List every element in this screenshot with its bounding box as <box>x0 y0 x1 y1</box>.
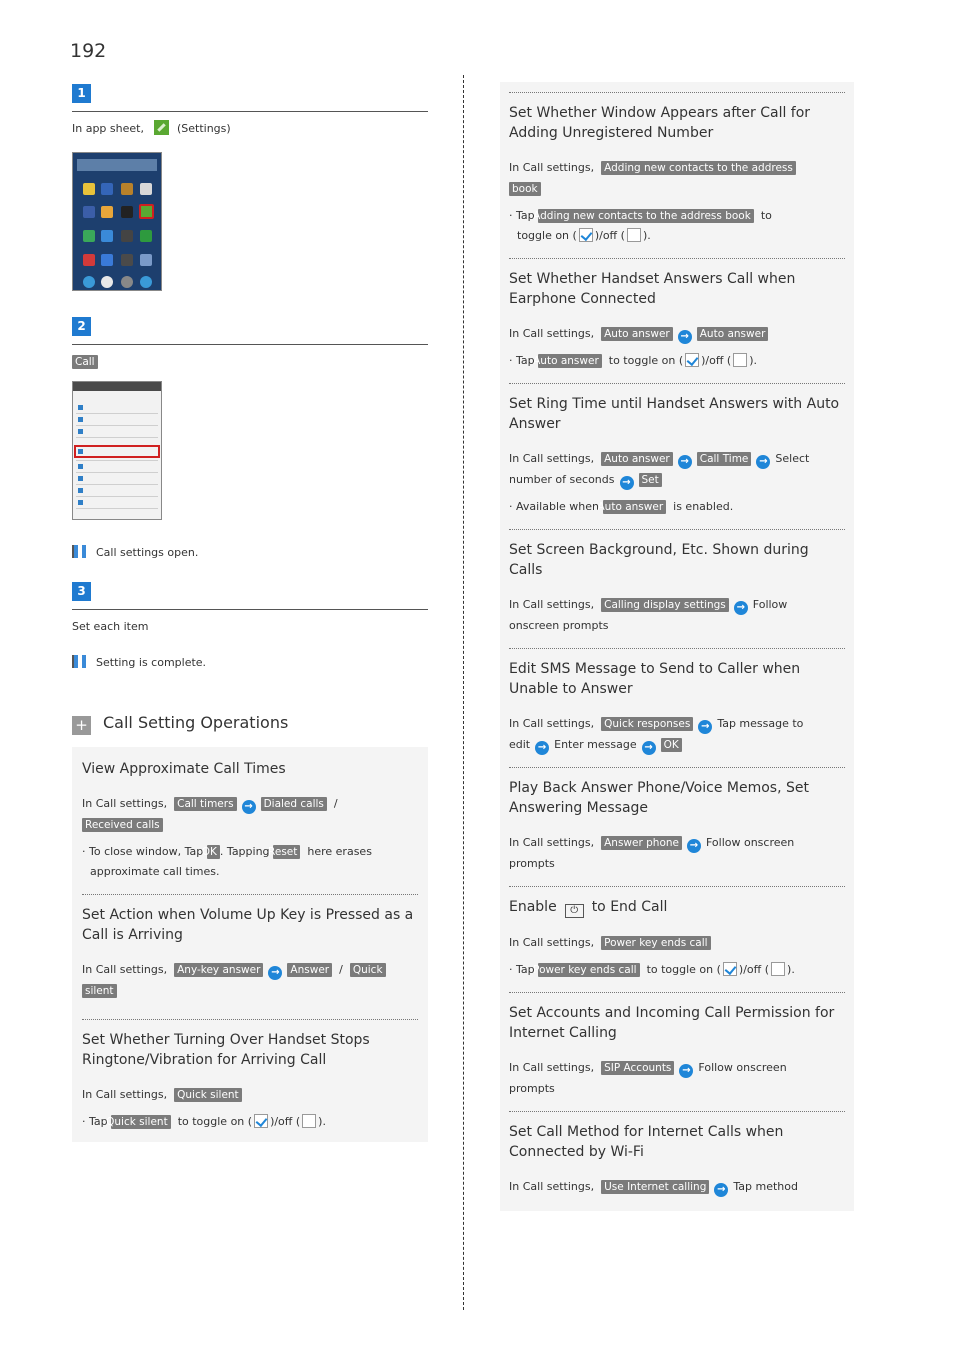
search-bar-shape <box>77 159 157 171</box>
checkbox-checked-icon <box>685 353 699 367</box>
reset-button[interactable]: Reset <box>273 845 300 859</box>
step-number-1: 1 <box>72 84 91 103</box>
power-key-ends-call-button[interactable]: Power key ends call <box>601 936 710 950</box>
item-bullet-unregistered: · Tap Adding new contacts to the address book to toggle on ( )/off ( ). <box>509 209 772 242</box>
arrow-icon: → <box>756 455 770 469</box>
step-1-text <box>72 120 428 138</box>
step-1-header <box>72 84 428 112</box>
item-desc-earphone: In Call settings, Auto answer → Auto answer <box>509 323 845 344</box>
item-title-background: Set Screen Background, Etc. Shown during Calls <box>509 542 809 578</box>
call-timers-button[interactable]: Call timers <box>174 797 236 811</box>
answer-button[interactable]: Answer <box>287 963 332 977</box>
settings-list-screenshot <box>72 381 162 520</box>
power-key-ends-call-button[interactable]: Power key ends call <box>538 963 639 977</box>
page-number: 192 <box>70 40 107 62</box>
checkbox-empty-icon <box>771 962 785 976</box>
use-internet-calling-button[interactable]: Use Internet calling <box>601 1180 709 1194</box>
column-divider <box>463 75 464 1310</box>
arrow-icon: → <box>620 476 634 490</box>
step-number-3: 3 <box>72 582 91 601</box>
step-3-header <box>72 582 428 610</box>
answer-phone-button[interactable]: Answer phone <box>601 836 682 850</box>
call-row-highlight <box>74 445 160 458</box>
item-title-endcall: Enable ⏻ to End Call <box>509 899 668 916</box>
adding-contacts-button-cont[interactable]: book <box>509 182 541 196</box>
item-desc-ringtime: In Call settings, Auto answer → Call Time → Select number of seconds → Set <box>509 452 810 488</box>
checkbox-empty-icon <box>302 1114 316 1128</box>
item-bullet-turnover: · Tap Quick silent to toggle on ( )/off ( ). <box>82 1115 326 1128</box>
arrow-icon: → <box>268 966 282 980</box>
item-desc-background: In Call settings, Calling display settings → Follow onscreen prompts <box>509 598 788 632</box>
calling-display-button[interactable]: Calling display settings <box>601 598 729 612</box>
item-bullet-ringtime: · Available when Auto answer is enabled. <box>509 500 734 513</box>
step-1-pre: In app sheet, <box>72 122 144 135</box>
checkbox-checked-icon <box>723 962 737 976</box>
step-1-post: (Settings) <box>176 122 231 135</box>
item-desc-endcall: In Call settings, Power key ends call <box>509 932 845 953</box>
item-desc-answerphone: In Call settings, Answer phone → Follow onscreen prompts <box>509 836 795 870</box>
arrow-icon: → <box>687 839 701 853</box>
item-desc-unregistered: In Call settings, Adding new contacts to the address book <box>509 157 845 199</box>
received-calls-button[interactable]: Received calls <box>82 818 163 832</box>
call-button[interactable]: Call <box>72 355 98 369</box>
power-key-icon: ⏻ <box>565 904 584 918</box>
settings-title-bar <box>73 382 161 391</box>
item-title-earphone: Set Whether Handset Answers Call when Earphone Connected <box>509 271 796 307</box>
ops-heading: + Call Setting Operations <box>72 712 428 735</box>
left-column <box>72 84 428 1142</box>
item-bullet-endcall: · Tap Power key ends call to toggle on ( )/off ( ). <box>509 963 795 976</box>
call-settings-open-note: Call settings open. <box>72 544 428 562</box>
step-2-text <box>72 353 428 371</box>
any-key-answer-button[interactable]: Any-key answer <box>174 963 263 977</box>
item-title-answerphone: Play Back Answer Phone/Voice Memos, Set Answering Message <box>509 780 809 816</box>
arrow-icon: → <box>242 800 256 814</box>
dialed-calls-button[interactable]: Dialed calls <box>261 797 327 811</box>
item-title-accounts: Set Accounts and Incoming Call Permission for Internet Calling <box>509 1005 835 1041</box>
quick-silent-button-cont[interactable]: silent <box>82 984 117 998</box>
quick-silent-button[interactable]: Quick silent <box>111 1115 171 1129</box>
step-2-header <box>72 317 428 345</box>
setting-complete-note: Setting is complete. <box>72 654 428 672</box>
auto-answer-button[interactable]: Auto answer <box>601 327 673 341</box>
right-operations-panel <box>500 82 854 1211</box>
item-title-unregistered: Set Whether Window Appears after Call for Adding Unregistered Number <box>509 105 811 141</box>
arrow-icon: → <box>678 455 692 469</box>
arrow-icon: → <box>714 1183 728 1197</box>
left-operations-panel <box>72 747 428 1142</box>
item-desc-turnover: In Call settings, Quick silent <box>82 1084 418 1105</box>
settings-icon <box>154 120 169 135</box>
auto-answer-button[interactable]: Auto answer <box>538 354 602 368</box>
checkbox-empty-icon <box>627 228 641 242</box>
arrow-icon: → <box>734 601 748 615</box>
item-desc-approx: In Call settings, Call timers → Dialed calls / Received calls <box>82 797 338 831</box>
item-title-approx: View Approximate Call Times <box>82 761 286 777</box>
arrow-icon: → <box>535 741 549 755</box>
auto-answer-button[interactable]: Auto answer <box>601 452 673 466</box>
auto-answer-toggle-button[interactable]: Auto answer <box>697 327 769 341</box>
item-desc-accounts: In Call settings, SIP Accounts → Follow onscreen prompts <box>509 1061 787 1095</box>
item-title-ringtime: Set Ring Time until Handset Answers with Auto Answer <box>509 396 840 432</box>
arrow-icon: → <box>642 741 656 755</box>
checkered-flag-icon <box>72 545 88 558</box>
arrow-icon: → <box>678 330 692 344</box>
checkbox-empty-icon <box>733 353 747 367</box>
adding-contacts-button[interactable]: Adding new contacts to the address book <box>538 209 754 223</box>
item-desc-volume: In Call settings, Any-key answer → Answer / Quick silent <box>82 959 418 1001</box>
item-title-volume: Set Action when Volume Up Key is Pressed as a Call is Arriving <box>82 907 414 943</box>
checkered-flag-icon <box>72 655 88 668</box>
sip-accounts-button[interactable]: SIP Accounts <box>601 1061 674 1075</box>
step-number-2: 2 <box>72 317 91 336</box>
plus-icon: + <box>72 716 91 735</box>
quick-responses-button[interactable]: Quick responses <box>601 717 693 731</box>
ok-button[interactable]: OK <box>661 738 682 752</box>
item-title-turnover: Set Whether Turning Over Handset Stops Ringtone/Vibration for Arriving Call <box>82 1032 370 1068</box>
item-title-sms: Edit SMS Message to Send to Caller when Unable to Answer <box>509 661 801 697</box>
set-button[interactable]: Set <box>639 473 662 487</box>
adding-contacts-button[interactable]: Adding new contacts to the address <box>601 161 796 175</box>
arrow-icon: → <box>698 720 712 734</box>
quick-silent-button[interactable]: Quick <box>350 963 386 977</box>
auto-answer-button[interactable]: Auto answer <box>603 500 667 514</box>
item-bullet-earphone: · Tap Auto answer to toggle on ( )/off ( ). <box>509 354 758 367</box>
checkbox-checked-icon <box>254 1114 268 1128</box>
item-title-method: Set Call Method for Internet Calls when Connected by Wi-Fi <box>509 1124 784 1160</box>
ok-button[interactable]: OK <box>207 845 220 859</box>
checkbox-checked-icon <box>579 228 593 242</box>
item-bullet-approx: · To close window, Tap OK . Tapping Reset here erases approximate call times. <box>82 845 372 878</box>
quick-silent-button[interactable]: Quick silent <box>174 1088 242 1102</box>
item-desc-method: In Call settings, Use Internet calling → Tap method <box>509 1180 798 1195</box>
step-3-text: Set each item <box>72 620 149 633</box>
call-time-button[interactable]: Call Time <box>697 452 752 466</box>
home-screen-screenshot <box>72 152 162 291</box>
item-desc-sms: In Call settings, Quick responses → Tap message to edit → Enter message → OK <box>509 717 804 753</box>
arrow-icon: → <box>679 1064 693 1078</box>
